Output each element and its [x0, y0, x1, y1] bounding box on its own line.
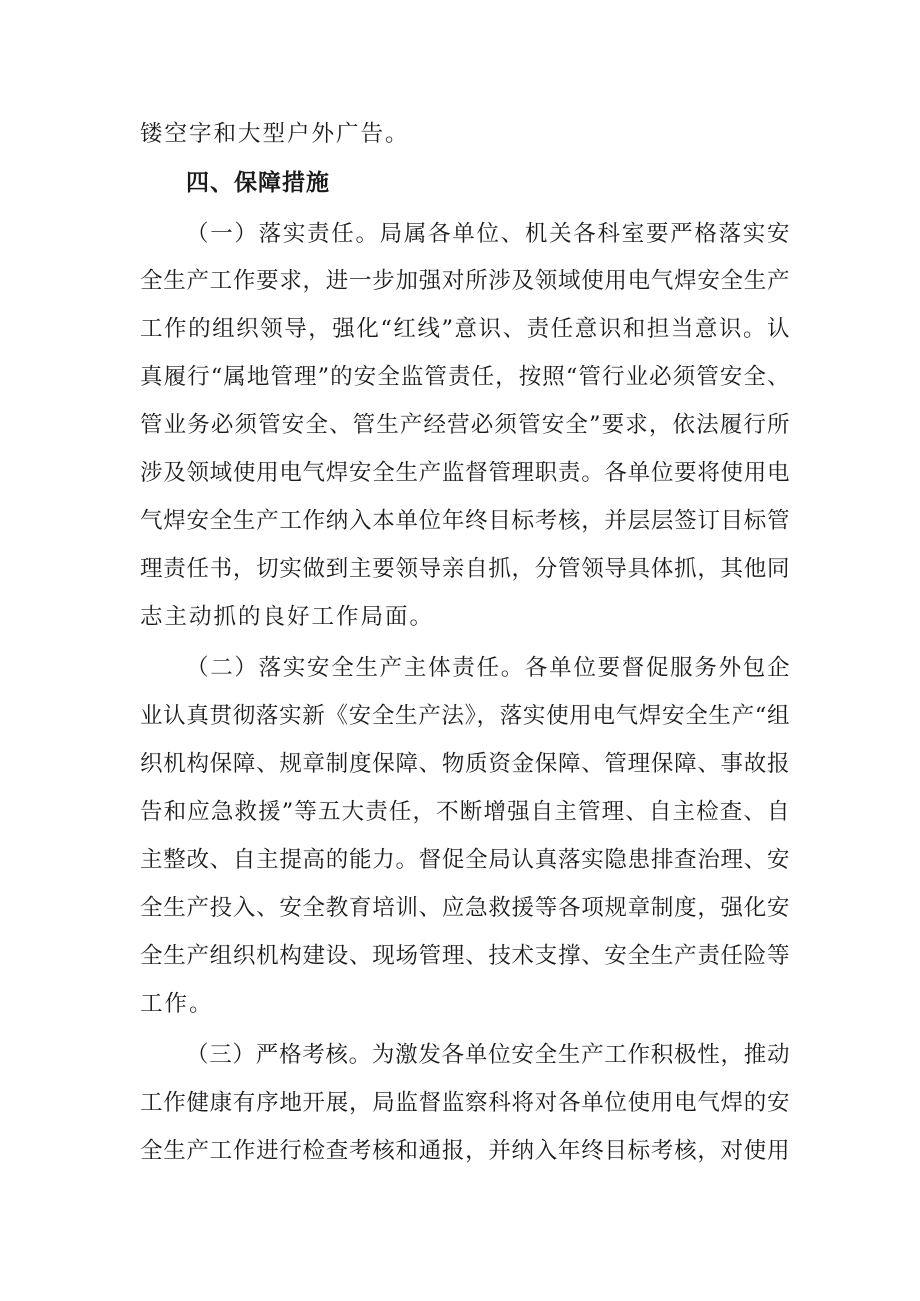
paragraph-line: 织机构保障、规章制度保障、物质资金保障、管理保障、事故报	[140, 751, 790, 777]
paragraph-line: 全生产工作进行检查考核和通报，并纳入年终目标考核，对使用	[140, 1138, 790, 1164]
paragraph-line: 全生产组织机构建设、现场管理、技术支撑、安全生产责任险等	[140, 943, 790, 969]
paragraph-line: 业认真贯彻落实新《安全生产法》，落实使用电气焊安全生产“组	[140, 703, 790, 729]
paragraph-line: 主整改、自主提高的能力。督促全局认真落实隐患排查治理、安	[140, 847, 790, 873]
paragraph-line: 告和应急救援”等五大责任，不断增强自主管理、自主检查、自	[140, 799, 790, 825]
section-heading: 四、保障措施	[186, 170, 330, 196]
paragraph-line: 志主动抓的良好工作局面。	[140, 604, 435, 630]
paragraph-line: 理责任书，切实做到主要领导亲自抓，分管领导具体抓，其他同	[140, 556, 790, 582]
paragraph-line: 涉及领域使用电气焊安全生产监督管理职责。各单位要将使用电	[140, 460, 790, 486]
paragraph-line: 真履行“属地管理”的安全监管责任，按照“管行业必须管安全、	[140, 364, 790, 390]
paragraph-line: （二）落实安全生产主体责任。各单位要督促服务外包企	[186, 655, 790, 681]
paragraph-line: （一）落实责任。局属各单位、机关各科室要严格落实安	[186, 221, 790, 247]
paragraph-line: 管业务必须管安全、管生产经营必须管安全”要求，依法履行所	[140, 412, 790, 438]
paragraph-line: 工作。	[140, 991, 214, 1017]
paragraph-line: 全生产投入、安全教育培训、应急救援等各项规章制度，强化安	[140, 895, 790, 921]
paragraph-line: 工作健康有序地开展，局监督监察科将对各单位使用电气焊的安	[140, 1090, 790, 1116]
intro-tail-line: 镂空字和大型户外广告。	[140, 121, 410, 147]
paragraph-line: （三）严格考核。为激发各单位安全生产工作积极性，推动	[186, 1042, 790, 1068]
paragraph-line: 工作的组织领导，强化“红线”意识、责任意识和担当意识。认	[140, 316, 790, 342]
paragraph-line: 全生产工作要求，进一步加强对所涉及领域使用电气焊安全生产	[140, 268, 790, 294]
paragraph-line: 气焊安全生产工作纳入本单位年终目标考核，并层层签订目标管	[140, 508, 790, 534]
